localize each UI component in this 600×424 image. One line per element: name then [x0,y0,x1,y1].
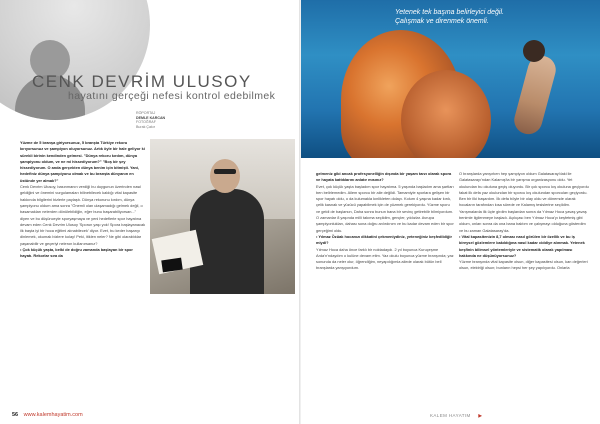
question-vital-capacity: • Vital kapasitenizin 8,7 olması nasıl görülen bir özellik ve bu iş bireysel gözlemlere bakıldığına nasıl kadar ciddiye alınmak. Yetenek keşfinin bilimsel yöntemleriyle ve sistematik olarak yapılması hakkında ne düşünüyorsunuz? [459,233,585,258]
page-number: 56 [12,412,19,418]
credit-role-interview: RÖPORTAJ [136,111,156,115]
photo-caption [395,8,585,26]
diver-figure [511,53,559,138]
folio-magazine-name: KALEM HAYATIM [430,413,471,418]
article-credits [136,111,165,129]
photo-person-body [190,189,264,294]
right-folio [430,413,482,419]
folio-url: www.kalemhayatim.com [23,412,83,418]
caption-line-2: Çalışmak ve direnmek önemli. [395,18,489,25]
answer-paragraph-3: O branşlarda yarışırken hep şampiyon oldum Galatasaray'daki ile Galatasarayı'ndan Kalamış'ta bir yarışma organizasyonu oldu. Yet okulundan bu okuluna geçiş oluyordu. Bir çok sporcu kış okuluna geçiyordu fakat ilk defa yaz okulundan bir sporcu kış okulundan sporcuları geçiyordu. Ben bir ilki başardım. İlk defa böyle bir olay oldu ve dönemde olarak hocaların tarafından kısa sürede ve Kalamış tesislerine seçildim. Yarışmalarda ilk üçte girdim başlardan sonra da Yılmaz Hoca yavaş yavaş benimle ilgilenmeye başladı. Açıkçası ben Yılmaz Hoca'yı keşfetmiş gibi oldum, onları sonra da ona bana baktım ve çalışmayı olduğuna gösterdim ve bu zaman Galatasaray'da. [459,171,589,233]
body-paragraph: Cenk Devrim Ulusoy, basınmanın verdiği bu duygunun üzerinden nasıl geldiğini ve önemini vurgulamaları bilinebilecek kaldığı vital kapasite hakkında bilgilerini bizlerle paylaştı. Dünya rekorunu kırdım, dünya şampiyonu oldum ama sonra "Önemli olan ulaşamadığı gelmek değil, o basamakları nelerden dönülebildiğin, eğer bunu başarabiliyorsan..." diyen ve bu düşünceyle sporyaşmaya ve yeni hedeflerle spor hayatına devam eden Cenk Devrim Ulusoy 'Sporun yaşı yok! Spora başlayanacak ilk başta iyi bir hoca eğitimi alınabilecek' diyor. Evet, bu keder başarıyı dinlemek, okumak bizlere kolay! Peki, itiklen neler? Ne gibi olaraktıklar yaşanabilir ve geçeriyi neleron kullanırsanız? [20,184,146,246]
coral-reef-lower [401,70,491,158]
answer-paragraph-4: Yüzme branşında vital kapasite olsun, diğer kapasitesi olsun, kan değerleri olsun, elektriği olsun; bunların hepsi her şey yapılıyordu. Onlarla [459,259,588,271]
left-text-column [20,140,146,260]
photo-person-head [210,159,240,193]
question-continuation: gelmeniz gibi ancak profesyonelliğin dışında bir yaşam tarzı olarak spora ve hayata kattıklarını anlatır mısınız? [316,171,452,183]
photo-phone [161,258,182,273]
portrait-photo [0,0,150,120]
article-title: CENK DEVRİM ULUSOY [32,72,252,91]
article-subtitle: hayatını gerçeği nefesi kontrol edebilmek [68,90,276,102]
photo-sunglasses [214,169,236,174]
answer-paragraph-1: Evet, çok küçük yaşta başladım spor hayatıma. 5 yaşında başladım ama şartları ben belirlemedim. Ailem sporcu bir aile değildi. Tamamiyle sporlara gelişen bir spor hayatı oldu, o da kulumakla kınlikleten dolayı. Kolum 4 yaşına kadar kırık, çelik kasnak ve yüzücü yapabilmek için de yüzmek gerekiyordu. Yüzme sporu ve geldi de başlarsın, Daha sonra bunun bana bir sevinç getirebilir bilmiyordum. O zamanlar 8 yaşında milli takıma seçildim, gençler, yıldızlar. Avrupa şampiyonlukları, dahası sona doğru anlırdınım ve bu kadar devam eden bir spor gerçeğimi oldu. [316,183,454,233]
credit-name-photo: Burak Çakır [136,124,155,129]
caption-line-1: Yetenek tek başına belirleyici değil. [395,9,504,16]
left-folio [12,412,83,418]
credit-name-interview: DEMLE KARCAN [136,115,166,120]
diver-head [523,40,545,62]
answer-paragraph-2: Yılmaz Hoca daha önce farklı bir noktadaydı. 2 yıl boyunca Kuruçeşme Arda'n'ndaydım o kulüne devam etim. Yaz okulu boyunca yüzme branşında; yaz sonunda da neler olur, öğrendiğim, neyapdığımla ailede olarak bütün bell branşlarda yarışıyordum. [316,246,454,271]
right-text-column-1 [316,171,454,272]
lead-paragraph: Yüzme de 5 branşa giriyorsunuz, 5 branşta Türkiye rekoru kırıyorsunuz ve şampiyon oluyorsunuz. Artık öyle bir hale geliyor ki sürekli birinin kendinden gelmesi. "Dünya rekoru kırdım, dünya şampiyonu oldum, ve ne mi hissediyorum?" "Boş bir şey hissediyorum. O anda gerçekten dünya benim için bitmişti. Yani, hedefiniz dünya şampiyonu olmak ve bu branşta dünyanın en üstünde yer almak?" [20,140,145,183]
question-yilmaz: • Yılmaz Özüak hocanızı dikkatini çekmeniydiniz, yeteneğiniz keşfedildiğir miydi? [316,233,452,246]
question-paragraph: • Çok küçük yaşta, belki de doğru zamanda başlayan bir spor hayatı. Rekorlar sıra da [20,247,133,259]
credit-role-photo: FOTOĞRAF [136,120,156,125]
interview-photo [150,139,295,294]
folio-arrow-icon: ▶ [478,413,483,418]
right-text-column-2 [459,171,589,272]
